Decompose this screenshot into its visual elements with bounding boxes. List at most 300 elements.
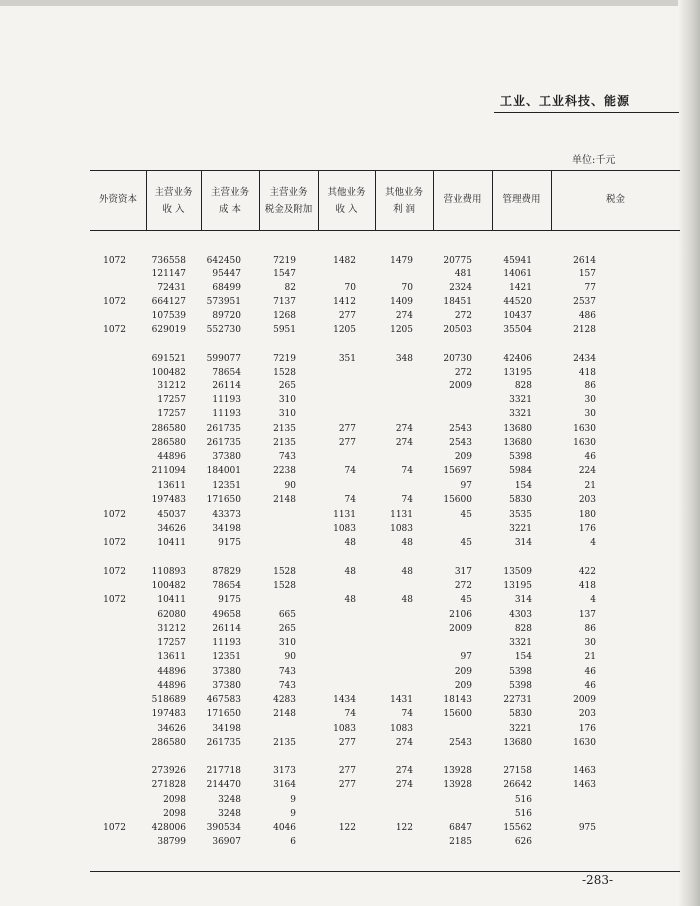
- table-cell: 74: [344, 495, 356, 505]
- table-cell: 34198: [212, 724, 241, 734]
- table-cell: 1072: [103, 510, 126, 520]
- table-cell: 15600: [443, 495, 472, 505]
- table-cell: 273926: [151, 766, 186, 776]
- table-cell: 22731: [503, 695, 532, 705]
- table-cell: 157: [578, 269, 596, 279]
- table-cell: 516: [514, 795, 532, 805]
- table-cell: 2543: [449, 424, 472, 434]
- table-cell: 10411: [157, 538, 186, 548]
- table-cell: 518689: [151, 695, 186, 705]
- table-cell: 348: [395, 354, 413, 364]
- unit-label: 单位:千元: [572, 155, 616, 166]
- table-cell: 828: [514, 624, 532, 634]
- column-header-line1: 主营业务: [269, 187, 308, 198]
- table-cell: 1072: [103, 256, 126, 266]
- table-cell: 122: [338, 823, 356, 833]
- table-cell: 154: [514, 652, 532, 662]
- column-header-line1: 营业费用: [443, 194, 482, 205]
- table-cell: 691521: [151, 354, 186, 364]
- table-cell: 180: [578, 510, 596, 520]
- table-cell: 2098: [163, 809, 186, 819]
- table-cell: 274: [395, 311, 413, 321]
- table-cell: 62080: [157, 610, 186, 620]
- table-cell: 481: [454, 269, 472, 279]
- table-cell: 44896: [157, 681, 186, 691]
- column-header: [146, 184, 201, 218]
- scan-top-shadow: [0, 0, 700, 6]
- table-cell: 5398: [509, 667, 532, 677]
- table-cell: 18451: [443, 297, 472, 307]
- column-header-line1: 其他业务: [327, 187, 366, 198]
- column-header-line2: 利 润: [392, 204, 416, 215]
- table-cell: 418: [578, 368, 596, 378]
- table-cell: 310: [278, 409, 296, 419]
- table-cell: 100482: [151, 368, 186, 378]
- column-header-line2: 税金及附加: [264, 204, 313, 215]
- table-cell: 286580: [151, 438, 186, 448]
- table-cell: 74: [344, 466, 356, 476]
- table-cell: 34626: [157, 724, 186, 734]
- table-cell: 37380: [212, 452, 241, 462]
- table-cell: 6: [290, 837, 296, 847]
- table-cell: 17257: [157, 638, 186, 648]
- table-cell: 1630: [573, 738, 596, 748]
- table-cell: 74: [344, 709, 356, 719]
- table-cell: 9: [290, 795, 296, 805]
- table-cell: 422: [578, 567, 596, 577]
- table-cell: 43373: [212, 510, 241, 520]
- table-cell: 274: [395, 438, 413, 448]
- table-cell: 5830: [509, 709, 532, 719]
- table-cell: 3535: [509, 510, 532, 520]
- table-cell: 45: [460, 595, 472, 605]
- table-cell: 2009: [449, 381, 472, 391]
- table-cell: 14061: [503, 269, 532, 279]
- table-cell: 1431: [390, 695, 413, 705]
- table-cell: 45: [460, 538, 472, 548]
- table-cell: 48: [401, 538, 413, 548]
- table-cell: 87829: [212, 567, 241, 577]
- table-cell: 642450: [206, 256, 241, 266]
- table-cell: 1412: [333, 297, 356, 307]
- table-cell: 13928: [443, 766, 472, 776]
- table-bottom-rule: [90, 871, 680, 872]
- table-cell: 3321: [509, 395, 532, 405]
- table-cell: 31212: [157, 624, 186, 634]
- table-cell: 286580: [151, 424, 186, 434]
- section-title: 工业、工业科技、能源: [500, 94, 631, 108]
- table-cell: 137: [578, 610, 596, 620]
- table-cell: 37380: [212, 667, 241, 677]
- table-cell: 77: [584, 283, 596, 293]
- table-cell: 18143: [443, 695, 472, 705]
- table-cell: 743: [278, 452, 296, 462]
- table-cell: 197483: [151, 709, 186, 719]
- table-cell: 48: [401, 567, 413, 577]
- table-cell: 629019: [151, 325, 186, 335]
- table-top-rule: [90, 170, 680, 171]
- table-cell: 1131: [333, 510, 356, 520]
- table-cell: 12351: [212, 652, 241, 662]
- table-cell: 44896: [157, 452, 186, 462]
- page-number: -283-: [582, 873, 614, 887]
- table-cell: 272: [454, 368, 472, 378]
- table-cell: 1072: [103, 325, 126, 335]
- column-header: [551, 191, 680, 208]
- table-cell: 171650: [206, 495, 241, 505]
- table-cell: 10437: [503, 311, 532, 321]
- table-cell: 31212: [157, 381, 186, 391]
- table-cell: 13680: [503, 424, 532, 434]
- column-header: [259, 184, 318, 218]
- table-cell: 34198: [212, 524, 241, 534]
- table-cell: 1072: [103, 823, 126, 833]
- table-cell: 97: [460, 652, 472, 662]
- table-cell: 4303: [509, 610, 532, 620]
- table-cell: 46: [584, 681, 596, 691]
- table-cell: 11193: [212, 638, 241, 648]
- table-cell: 4283: [273, 695, 296, 705]
- table-cell: 48: [344, 595, 356, 605]
- table-cell: 7137: [273, 297, 296, 307]
- table-cell: 3321: [509, 638, 532, 648]
- table-cell: 1482: [333, 256, 356, 266]
- table-cell: 743: [278, 681, 296, 691]
- table-cell: 2135: [273, 438, 296, 448]
- table-cell: 82: [284, 283, 296, 293]
- table-cell: 2543: [449, 438, 472, 448]
- table-cell: 13195: [503, 368, 532, 378]
- table-cell: 486: [578, 311, 596, 321]
- table-cell: 45037: [157, 510, 186, 520]
- table-cell: 37380: [212, 681, 241, 691]
- table-cell: 6847: [449, 823, 472, 833]
- table-cell: 1528: [273, 581, 296, 591]
- table-cell: 736558: [151, 256, 186, 266]
- table-cell: 107539: [151, 311, 186, 321]
- table-cell: 828: [514, 381, 532, 391]
- table-cell: 3164: [273, 780, 296, 790]
- table-cell: 27158: [503, 766, 532, 776]
- table-cell: 12351: [212, 481, 241, 491]
- table-cell: 1421: [509, 283, 532, 293]
- table-cell: 48: [344, 538, 356, 548]
- table-cell: 34626: [157, 524, 186, 534]
- table-cell: 30: [584, 638, 596, 648]
- table-cell: 68499: [212, 283, 241, 293]
- table-cell: 1630: [573, 438, 596, 448]
- table-cell: 26642: [503, 780, 532, 790]
- table-cell: 48: [401, 595, 413, 605]
- table-cell: 277: [338, 738, 356, 748]
- table-cell: 277: [338, 424, 356, 434]
- column-header-line1: 主营业务: [154, 187, 193, 198]
- table-cell: 184001: [206, 466, 241, 476]
- table-cell: 1463: [573, 780, 596, 790]
- table-cell: 2148: [273, 709, 296, 719]
- table-cell: 317: [454, 567, 472, 577]
- table-cell: 89720: [212, 311, 241, 321]
- table-cell: 21: [584, 652, 596, 662]
- table-cell: 11193: [212, 409, 241, 419]
- table-cell: 70: [401, 283, 413, 293]
- table-cell: 1479: [390, 256, 413, 266]
- table-cell: 26114: [212, 624, 241, 634]
- table-cell: 13509: [503, 567, 532, 577]
- table-cell: 203: [578, 709, 596, 719]
- column-header-line2: 成 本: [218, 204, 242, 215]
- table-cell: 1072: [103, 297, 126, 307]
- table-cell: 13195: [503, 581, 532, 591]
- table-cell: 122: [395, 823, 413, 833]
- table-cell: 1083: [390, 524, 413, 534]
- table-cell: 90: [284, 652, 296, 662]
- table-cell: 2106: [449, 610, 472, 620]
- table-cell: 2537: [573, 297, 596, 307]
- table-cell: 48: [344, 567, 356, 577]
- table-cell: 78654: [212, 368, 241, 378]
- table-cell: 2098: [163, 795, 186, 805]
- table-cell: 7219: [273, 354, 296, 364]
- table-cell: 86: [584, 624, 596, 634]
- table-cell: 171650: [206, 709, 241, 719]
- table-cell: 49658: [212, 610, 241, 620]
- table-cell: 95447: [212, 269, 241, 279]
- table-cell: 214470: [206, 780, 241, 790]
- scan-right-edge-shadow: [678, 0, 700, 906]
- table-cell: 97: [460, 481, 472, 491]
- table-cell: 272: [454, 581, 472, 591]
- table-cell: 13680: [503, 738, 532, 748]
- table-cell: 467583: [206, 695, 241, 705]
- table-cell: 13611: [157, 481, 186, 491]
- table-cell: 2238: [273, 466, 296, 476]
- table-cell: 30: [584, 409, 596, 419]
- table-cell: 121147: [151, 269, 186, 279]
- column-header-line1: 其他业务: [384, 187, 423, 198]
- table-cell: 743: [278, 667, 296, 677]
- table-cell: 78654: [212, 581, 241, 591]
- table-cell: 197483: [151, 495, 186, 505]
- table-cell: 176: [578, 524, 596, 534]
- table-cell: 5830: [509, 495, 532, 505]
- column-header: [492, 191, 551, 208]
- table-cell: 3221: [509, 724, 532, 734]
- table-cell: 2009: [573, 695, 596, 705]
- table-cell: 265: [278, 624, 296, 634]
- table-cell: 1205: [390, 325, 413, 335]
- table-cell: 15600: [443, 709, 472, 719]
- table-cell: 277: [338, 438, 356, 448]
- table-cell: 70: [344, 283, 356, 293]
- table-cell: 1083: [390, 724, 413, 734]
- table-cell: 224: [578, 466, 596, 476]
- table-cell: 26114: [212, 381, 241, 391]
- table-cell: 516: [514, 809, 532, 819]
- table-cell: 599077: [206, 354, 241, 364]
- table-cell: 3248: [218, 795, 241, 805]
- table-cell: 1072: [103, 567, 126, 577]
- table-cell: 2185: [449, 837, 472, 847]
- table-cell: 7219: [273, 256, 296, 266]
- section-title-underline: [494, 112, 679, 113]
- column-header: [92, 191, 144, 208]
- table-cell: 45: [460, 510, 472, 520]
- table-cell: 2128: [573, 325, 596, 335]
- table-cell: 286580: [151, 738, 186, 748]
- table-cell: 86: [584, 381, 596, 391]
- table-cell: 277: [338, 311, 356, 321]
- table-cell: 665: [278, 610, 296, 620]
- table-cell: 15697: [443, 466, 472, 476]
- table-cell: 1072: [103, 595, 126, 605]
- table-cell: 2148: [273, 495, 296, 505]
- table-cell: 20775: [443, 256, 472, 266]
- table-cell: 277: [338, 780, 356, 790]
- table-cell: 272: [454, 311, 472, 321]
- table-cell: 271828: [151, 780, 186, 790]
- table-cell: 552730: [206, 325, 241, 335]
- table-cell: 9175: [218, 595, 241, 605]
- column-header-line1: 税金: [605, 194, 625, 205]
- table-cell: 3321: [509, 409, 532, 419]
- table-cell: 2543: [449, 738, 472, 748]
- table-cell: 44520: [503, 297, 532, 307]
- column-header-line1: 主营业务: [210, 187, 249, 198]
- table-cell: 11193: [212, 395, 241, 405]
- table-cell: 46: [584, 452, 596, 462]
- table-cell: 274: [395, 424, 413, 434]
- table-cell: 390534: [206, 823, 241, 833]
- table-cell: 74: [401, 495, 413, 505]
- table-cell: 13680: [503, 438, 532, 448]
- table-cell: 310: [278, 638, 296, 648]
- table-cell: 277: [338, 766, 356, 776]
- table-cell: 418: [578, 581, 596, 591]
- table-cell: 274: [395, 780, 413, 790]
- table-cell: 1547: [273, 269, 296, 279]
- table-cell: 1463: [573, 766, 596, 776]
- column-header: [318, 184, 375, 218]
- table-cell: 21: [584, 481, 596, 491]
- table-cell: 5984: [509, 466, 532, 476]
- table-cell: 4: [590, 595, 596, 605]
- column-header-line1: 管理费用: [502, 194, 541, 205]
- table-cell: 2614: [573, 256, 596, 266]
- column-header: [375, 184, 433, 218]
- table-cell: 15562: [503, 823, 532, 833]
- column-header-line1: 外资资本: [98, 194, 137, 205]
- table-cell: 3221: [509, 524, 532, 534]
- table-cell: 3173: [273, 766, 296, 776]
- table-cell: 13611: [157, 652, 186, 662]
- column-header: [433, 191, 492, 208]
- table-header-rule: [90, 230, 680, 231]
- table-cell: 351: [338, 354, 356, 364]
- table-cell: 975: [578, 823, 596, 833]
- table-cell: 10411: [157, 595, 186, 605]
- table-cell: 217718: [206, 766, 241, 776]
- table-cell: 1131: [390, 510, 413, 520]
- table-cell: 664127: [151, 297, 186, 307]
- table-cell: 72431: [157, 283, 186, 293]
- column-header: [201, 184, 259, 218]
- table-cell: 209: [454, 452, 472, 462]
- table-cell: 3248: [218, 809, 241, 819]
- column-header-line2: 收 入: [335, 204, 358, 215]
- table-cell: 20503: [443, 325, 472, 335]
- table-cell: 573951: [206, 297, 241, 307]
- table-cell: 2009: [449, 624, 472, 634]
- table-cell: 626: [514, 837, 532, 847]
- table-cell: 4046: [273, 823, 296, 833]
- table-cell: 90: [284, 481, 296, 491]
- table-cell: 4: [590, 538, 596, 548]
- table-cell: 2135: [273, 738, 296, 748]
- table-cell: 209: [454, 681, 472, 691]
- table-cell: 261735: [206, 738, 241, 748]
- table-cell: 74: [401, 709, 413, 719]
- table-cell: 44896: [157, 667, 186, 677]
- table-cell: 261735: [206, 424, 241, 434]
- table-cell: 46: [584, 667, 596, 677]
- table-cell: 261735: [206, 438, 241, 448]
- table-cell: 1434: [333, 695, 356, 705]
- table-cell: 17257: [157, 395, 186, 405]
- table-cell: 1268: [273, 311, 296, 321]
- table-cell: 5398: [509, 681, 532, 691]
- table-cell: 38799: [157, 837, 186, 847]
- column-header-line2: 收 入: [162, 204, 185, 215]
- table-cell: 203: [578, 495, 596, 505]
- table-cell: 74: [401, 466, 413, 476]
- table-cell: 9: [290, 809, 296, 819]
- table-cell: 314: [514, 595, 532, 605]
- table-cell: 1528: [273, 368, 296, 378]
- table-cell: 30: [584, 395, 596, 405]
- table-cell: 2324: [449, 283, 472, 293]
- table-cell: 36907: [212, 837, 241, 847]
- table-cell: 5951: [273, 325, 296, 335]
- table-cell: 110893: [151, 567, 186, 577]
- table-cell: 5398: [509, 452, 532, 462]
- table-cell: 176: [578, 724, 596, 734]
- table-cell: 17257: [157, 409, 186, 419]
- table-cell: 1528: [273, 567, 296, 577]
- table-cell: 2135: [273, 424, 296, 434]
- table-cell: 428006: [151, 823, 186, 833]
- table-cell: 274: [395, 766, 413, 776]
- table-cell: 1205: [333, 325, 356, 335]
- table-cell: 45941: [503, 256, 532, 266]
- table-cell: 274: [395, 738, 413, 748]
- table-cell: 100482: [151, 581, 186, 591]
- table-cell: 265: [278, 381, 296, 391]
- table-cell: 35504: [503, 325, 532, 335]
- table-cell: 20730: [443, 354, 472, 364]
- table-cell: 1083: [333, 724, 356, 734]
- table-cell: 211094: [151, 466, 186, 476]
- table-cell: 1409: [390, 297, 413, 307]
- table-cell: 154: [514, 481, 532, 491]
- table-cell: 42406: [503, 354, 532, 364]
- table-cell: 2434: [573, 354, 596, 364]
- table-cell: 209: [454, 667, 472, 677]
- table-cell: 1083: [333, 524, 356, 534]
- table-cell: 1630: [573, 424, 596, 434]
- table-cell: 9175: [218, 538, 241, 548]
- table-cell: 314: [514, 538, 532, 548]
